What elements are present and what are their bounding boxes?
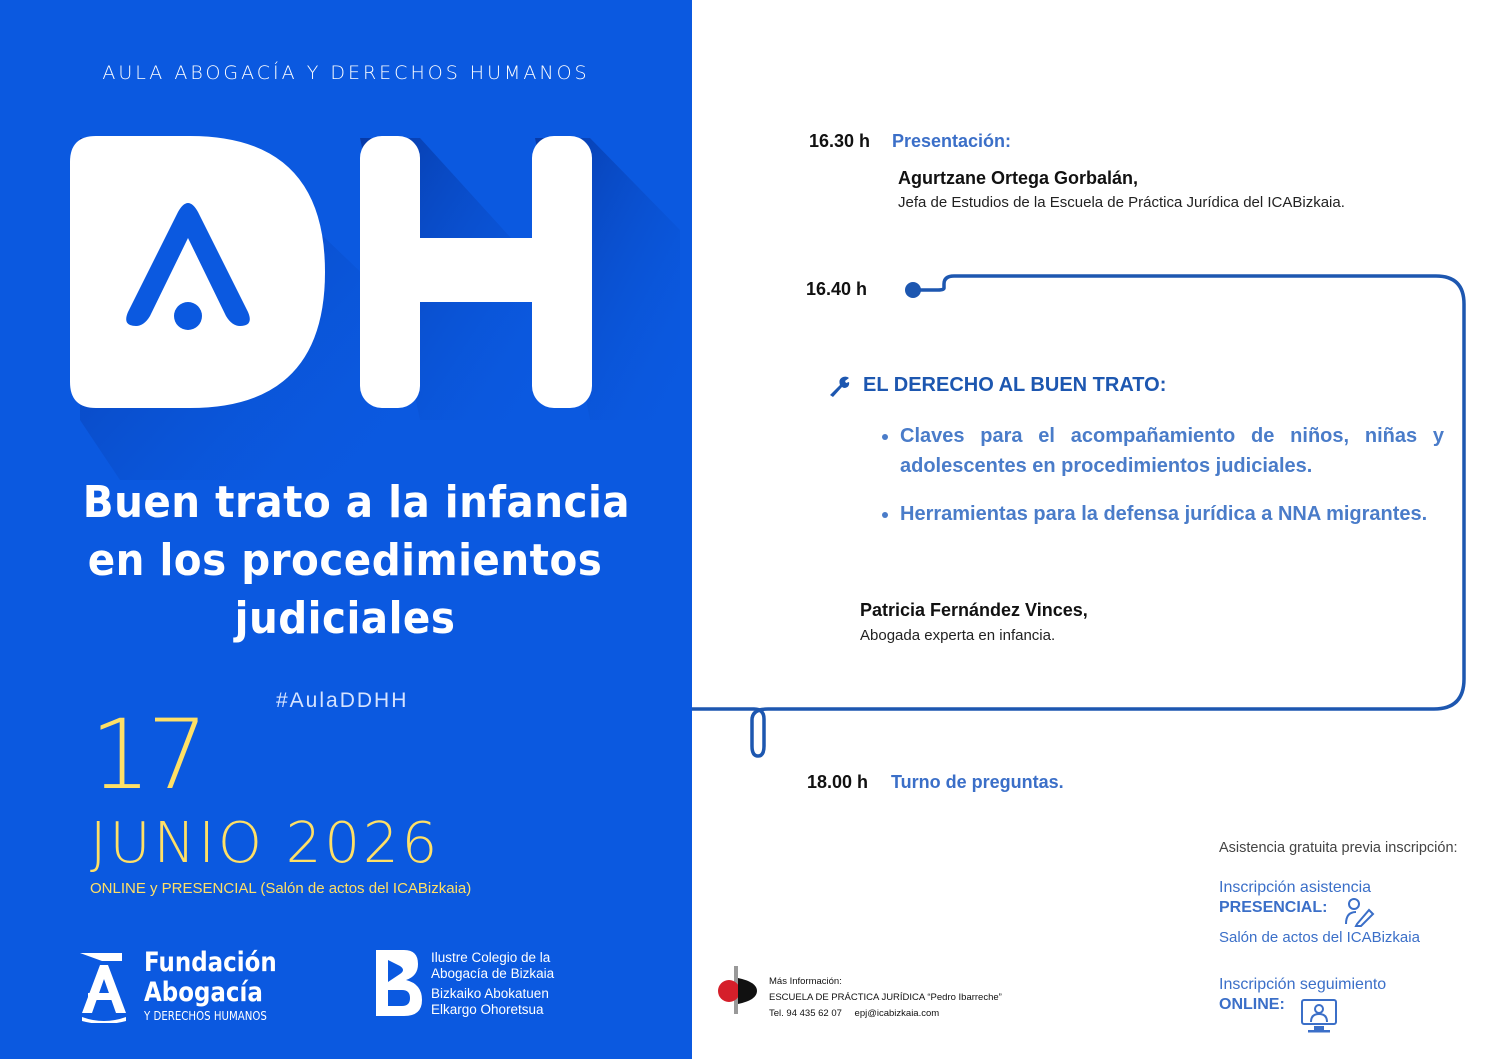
school-logo-icon: [717, 964, 761, 1016]
session-bullets: [872, 421, 1444, 547]
speaker-name: Patricia Fernández Vinces,: [860, 600, 1088, 620]
more-info-heading: Más Información:: [769, 976, 842, 987]
hashtag: #AulaDDHH: [276, 689, 409, 712]
aula-heading: AULA ABOGACÍA Y DERECHOS HUMANOS: [102, 62, 590, 84]
fundacion-line: Abogacía: [144, 977, 263, 1008]
icab-line: Bizkaiko Abokatuen: [431, 986, 549, 1001]
title-line: Buen trato a la infancia: [82, 477, 631, 528]
more-info-email[interactable]: epj@icabizkaia.com: [854, 1008, 940, 1019]
fundacion-line: Y DERECHOS HUMANOS: [144, 1009, 267, 1023]
left-panel: [0, 0, 692, 1059]
icab-line: Elkargo Ohoretsua: [431, 1002, 544, 1017]
fundacion-logo-icon: [78, 947, 128, 1023]
icab-line: Abogacía de Bizkaia: [431, 966, 555, 981]
bullet-item: • Herramientas para la defensa jurídica a NNA migrantes.: [900, 499, 1444, 529]
dh-logo: [60, 120, 680, 480]
more-info-phone: Tel. 94 435 62 07: [769, 1008, 842, 1019]
questions-label: Turno de preguntas.: [891, 772, 1064, 792]
presencial-link-bold[interactable]: PRESENCIAL:: [1219, 899, 1328, 916]
online-link-label[interactable]: Inscripción seguimiento: [1219, 976, 1387, 993]
more-info-school: ESCUELA DE PRÁCTICA JURÍDICA “Pedro Ibarreche”: [769, 992, 1002, 1003]
event-title: [82, 474, 631, 648]
icab-line: Ilustre Colegio de la: [431, 950, 551, 965]
fundacion-name: [144, 948, 277, 1024]
presentation-label: Presentación:: [892, 131, 1012, 151]
presencial-link-label[interactable]: Inscripción asistencia: [1219, 879, 1372, 896]
computer-user-icon[interactable]: [1300, 998, 1338, 1036]
time-1630: 16.30 h: [809, 131, 871, 151]
more-info: [769, 974, 1002, 1022]
time-1640: 16.40 h: [806, 279, 868, 299]
event-month-year: JUNIO 2026: [90, 811, 441, 876]
presencial-place: Salón de actos del ICABizkaia: [1219, 929, 1420, 946]
icab-logo-icon: [374, 946, 424, 1022]
icab-name: [431, 950, 554, 1018]
bullet-item: • Claves para el acompañamiento de niños, niñas y adolescentes en procedimientos judiciales.: [900, 421, 1444, 481]
speaker-role: Abogada experta en infancia.: [860, 627, 1056, 644]
speaker-name: Agurtzane Ortega Gorbalán,: [898, 168, 1139, 188]
signup-pen-icon[interactable]: [1343, 896, 1375, 928]
time-1800: 18.00 h: [807, 772, 869, 792]
speaker-role: Jefa de Estudios de la Escuela de Práctica Jurídica del ICABizkaia.: [898, 194, 1345, 211]
program-panel: [692, 0, 1497, 1059]
wrench-icon: [828, 375, 852, 399]
event-modality: ONLINE y PRESENCIAL (Salón de actos del ICABizkaia): [90, 880, 472, 897]
online-link-bold[interactable]: ONLINE:: [1219, 996, 1285, 1013]
session-title: EL DERECHO AL BUEN TRATO:: [863, 374, 1167, 396]
title-line: en los procedimientos: [87, 535, 603, 586]
fundacion-line: Fundación: [144, 947, 277, 978]
title-line: judiciales: [234, 593, 456, 644]
event-day: 17: [90, 699, 205, 811]
registration-intro: Asistencia gratuita previa inscripción:: [1219, 840, 1458, 856]
